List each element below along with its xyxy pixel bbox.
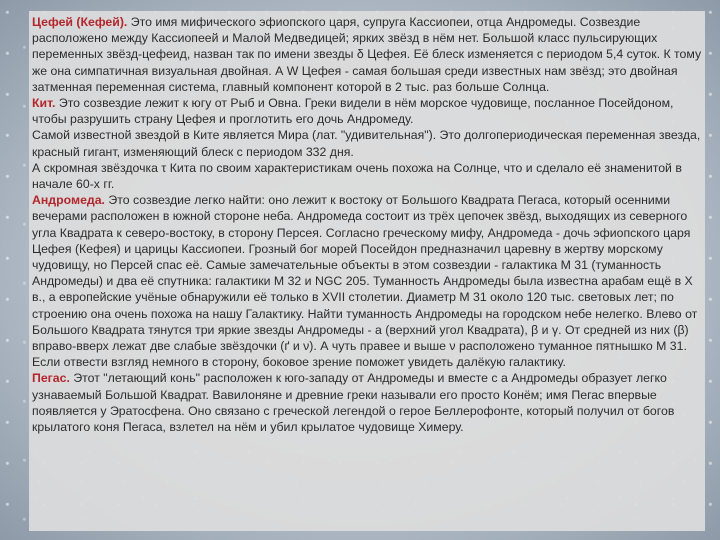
paragraph-andromeda-text: Это созвездие легко найти: оно лежит к востоку от Большого Квадрата Пегаса, который осенними вечерами расположен в южной стороне неба. Андромеда состоит из трёх цепочек звёзд, выходящих из северного угла Квадрата к северо-востоку, в сторону Персея. Согласно греческому мифу, Андромеда - дочь эфиопского царя Цефея (Кефея) и царицы Кассиопеи. Грозный бог морей Посейдон предназначил царевну в жертву морскому чудовищу, но Персей спас её. Самые замечательные объекты в этом созвездии - галактика М 31 (туманность Андромеды) и два её спутника: галактики М 32 и NGC 205. Туманность Андромеды была известна арабам ещё в X в., а европейские учёные обнаружили её только в XVII столетии. Диаметр М 31 около 120 тыс. световых лет; по строению она очень похожа на нашу Галактику. Найти туманность Андромеды на городском небе нелегко. Влево от Большого Квадрата тянутся три яркие звезды Андромеды - а (верхний угол Квадрата), β и γ. От средней из них (β) вправо-вверх лежат две слабые звёздочки (ґ и ν). А чуть правее и выше ν расположено туманное пятнышко М 31. Если отвести взгляд немного в сторону, боковое зрение поможет увидеть далёкую галактику. [32, 193, 698, 370]
term-pegasus: Пегас. [32, 371, 70, 386]
term-andromeda: Андромеда. [32, 193, 105, 208]
paragraph-cetus [32, 95, 702, 127]
term-cetus: Кит. [32, 96, 56, 111]
paragraph-pegasus-text: Этот "летающий конь" расположен к юго-западу от Андромеды и вместе с а Андромеды образует легко узнаваемый Большой Квадрат. Вавилоняне и древние греки называли его просто Конём; имя Пегас впервые появляется у Эратосфена. Оно связано с греческой легендой о герое Беллерофонте, который получил от богов крылатого коня Пегаса, взлетел на нём и убил крылатое чудовище Химеру. [32, 371, 675, 435]
paragraph-andromeda [32, 192, 702, 370]
paragraph-cetus-text: Это созвездие лежит к югу от Рыб и Овна. Греки видели в нём морское чудовище, посланное Посейдоном, чтобы разрушить страну Цефея и проглотить его дочь Андромеду. [32, 96, 674, 127]
paragraph-cepheus [32, 14, 702, 95]
term-cepheus: Цефей (Кефей). [32, 15, 128, 29]
slide [29, 11, 705, 531]
text-content [32, 14, 702, 435]
paragraph-tau-ceti [32, 160, 702, 192]
paragraph-mira [32, 127, 702, 159]
paragraph-tau-ceti-text: А скромная звёздочка τ Кита по своим характеристикам очень похожа на Солнце, что и сделало её знаменитой в начале 60-х гг. [32, 160, 682, 192]
paragraph-cepheus-text: Это имя мифического эфиопского царя, супруга Кассиопеи, отца Андромеды. Созвездие расположено между Кассиопеей и Малой Медведицей; ярких звёзд в нём нет. Большой класс пульсирующих переменных звёзд-цефеид, назван так по имени звезды δ Цефея. Её блеск изменяется с периодом 5,4 суток. К тому же она симпатичная визуальная двойная. А W Цефея - самая большая среди известных нам звёзд; это двойная затменная переменная система, главный компонент которой в 2 тыс. раз больше Солнца. [32, 15, 702, 94]
paragraph-pegasus [32, 370, 702, 435]
paragraph-mira-text: Самой известной звездой в Ките является Мира (лат. "удивительная"). Это долгопериодическая переменная звезда, красный гигант, изменяющий блеск с периодом 332 дня. [32, 128, 701, 159]
